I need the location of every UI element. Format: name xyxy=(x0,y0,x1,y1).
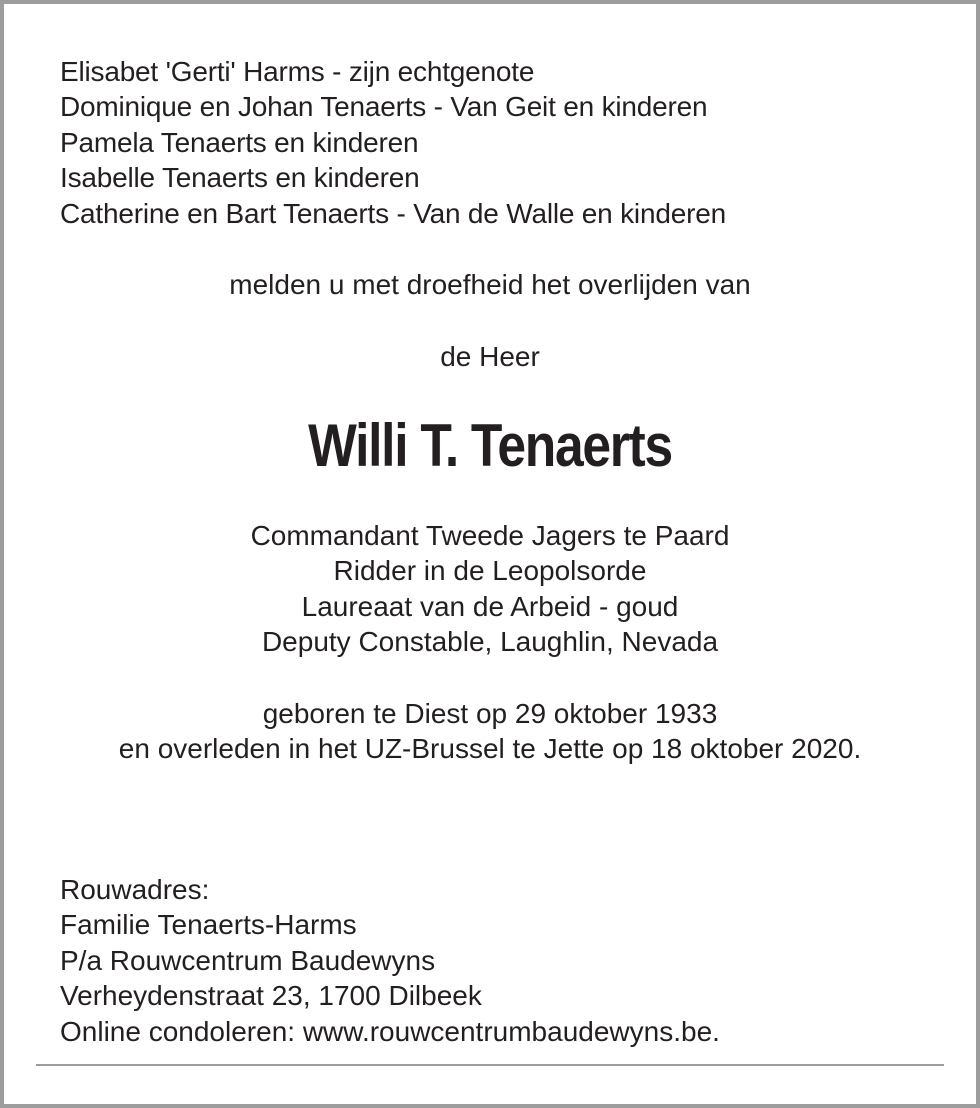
titles-list xyxy=(0,518,980,660)
address-line: P/a Rouwcentrum Baudewyns xyxy=(60,944,436,976)
bottom-divider xyxy=(36,1064,944,1066)
address-line: Familie Tenaerts-Harms xyxy=(60,909,357,941)
title-line: Deputy Constable, Laughlin, Nevada xyxy=(261,626,719,658)
family-member: Elisabet 'Gerti' Harms - zijn echtgenote xyxy=(60,56,535,87)
family-member: Dominique en Johan Tenaerts - Van Geit en kinderen xyxy=(60,91,708,123)
deceased-name: Willi T. Tenaerts xyxy=(308,412,672,479)
condolence-line: Online condoleren: www.rouwcentrumbaudewyns.be. xyxy=(60,1015,720,1047)
announcement-text: melden u met droefheid het overlijden van xyxy=(229,269,751,300)
dates-block xyxy=(0,696,980,767)
title-line: Ridder in de Leopolsorde xyxy=(333,555,647,587)
title-line: Commandant Tweede Jagers te Paard xyxy=(250,520,730,551)
family-member: Isabelle Tenaerts en kinderen xyxy=(60,162,420,194)
title-line: Laureaat van de Arbeid - goud xyxy=(301,590,679,622)
address-line: Verheydenstraat 23, 1700 Dilbeek xyxy=(60,980,482,1012)
birth-line: geboren te Diest op 29 oktober 1933 xyxy=(262,698,718,729)
family-member: Pamela Tenaerts en kinderen xyxy=(60,126,419,158)
family-member: Catherine en Bart Tenaerts - Van de Walle en kinderen xyxy=(60,197,726,229)
address-heading: Rouwadres: xyxy=(60,874,210,905)
honorific: de Heer xyxy=(440,341,540,372)
address-block xyxy=(60,872,720,1049)
death-line: en overleden in het UZ-Brussel te Jette op 18 oktober 2020. xyxy=(118,733,862,765)
family-list xyxy=(60,54,726,231)
